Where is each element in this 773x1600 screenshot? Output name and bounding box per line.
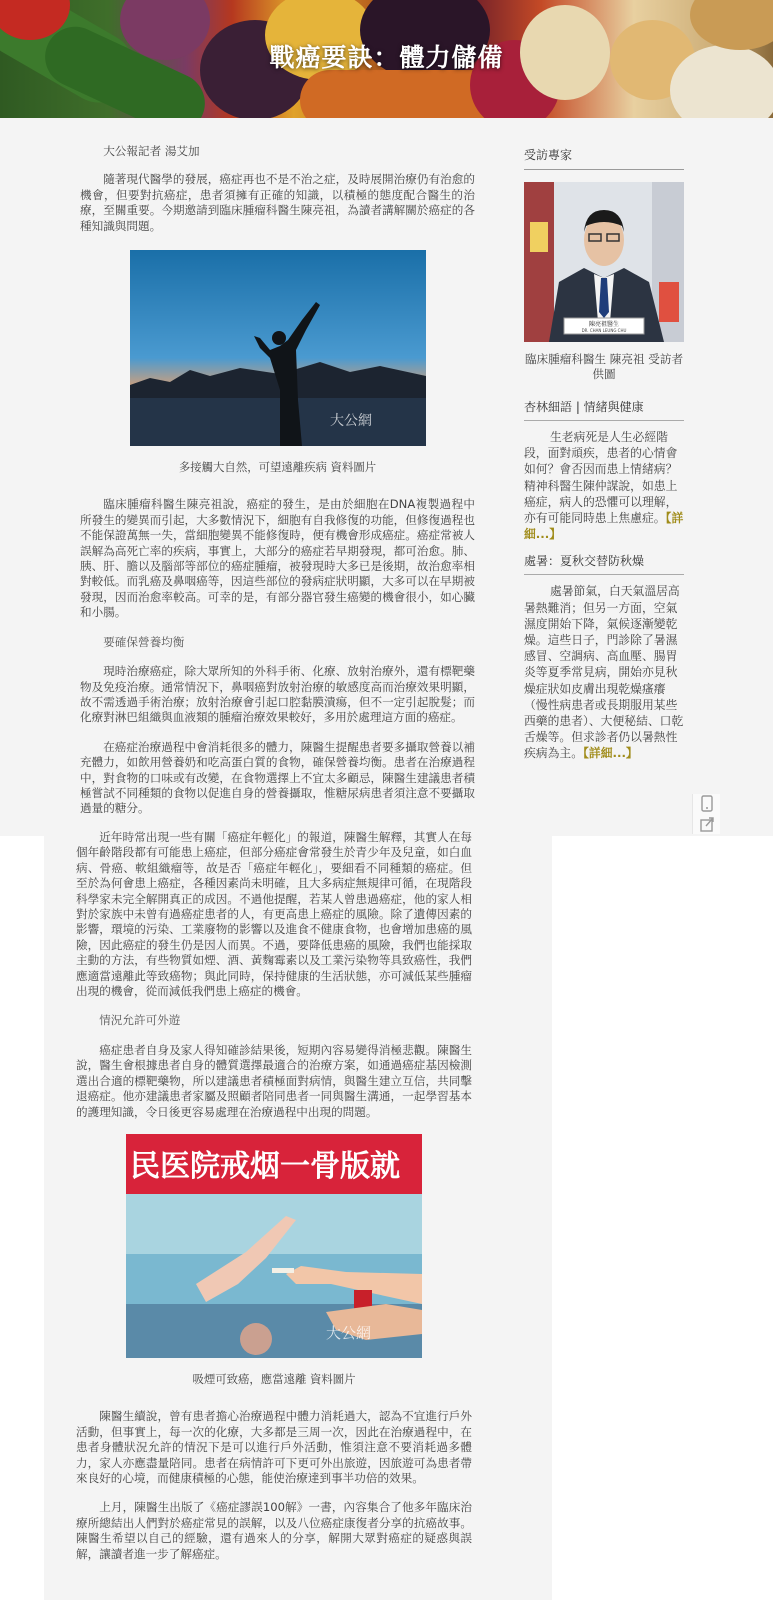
expert-photo: [524, 182, 684, 342]
sidebar: [524, 146, 684, 772]
page-title: 戰癌要訣：體力儲備: [269, 43, 504, 72]
photo-caption: 吸煙可致癌，應當遠離 資料圖片: [192, 1371, 356, 1386]
mobile-icon[interactable]: [693, 794, 721, 814]
summary-text: 處暑節氣，白天氣溫居高暑熱難消；但另一方面，空氣濕度開始下降，氣候逐漸變乾燥。這些日子，門診除了暑濕感冒、空調病、高血壓、腸胃炎等夏季常見病，開始亦見秋燥症狀如皮膚出現乾燥瘙癢（慢性病患者或長期服用某些西藥的患者）、大便秘結、口乾舌燥等。但求診者仍以暑熱性疾病為主。: [524, 584, 684, 761]
read-more-link[interactable]: 【詳細...】: [583, 746, 638, 761]
related-article-title[interactable]: 處暑：夏秋交替防秋燥: [524, 552, 684, 575]
paragraph: 陳醫生續說，曾有患者擔心治療過程中體力消耗過大，認為不宜進行戶外活動，但事實上，每一次的化療，大多都是三周一次，因此在治療過程中，在患者身體狀況允許的情況下是可以進行戶外活動，惟須注意不要消耗過多體力，家人亦應盡量陪同。患者在病情許可下更可外出旅遊，因旅遊可為患者帶來良好的心境，而健康積極的心態，能使治療達到事半功倍的效果。: [76, 1409, 472, 1485]
read-more-link[interactable]: 【詳細...】: [524, 511, 684, 542]
paragraph: 臨床腫瘤科醫生陳亮祖說，癌症的發生，是由於細胞在DNA複製過程中所發生的變異而引起，大多數情況下，細胞有自我修復的功能，但修復過程也不能保證萬無一失，當細胞變異不能修復時，便有機會形成癌症。癌症常被人誤解為高死亡率的疾病，事實上，大部分的癌症若早期發現，都可治愈。肺、胰、肝、膽以及腦部等部位的癌症腫瘤，被發現時大多已是後期，故治愈率相對較低。而乳癌及鼻咽癌等，因這些部位的發病症狀明顯，大多可以在早期被發現，因而治愈率較高。可幸的是，有部分器官發生癌變的機會很小，如心臟和小腸。: [80, 497, 475, 620]
nameplate-text-en: DR. CHAN LEUNG CHU: [581, 328, 627, 333]
photo-banner-text: 民医院戒烟一骨版就: [130, 1148, 400, 1184]
paragraph: 近年時常出現一些有關「癌症年輕化」的報道，陳醫生解釋，其實人在每個年齡階段都有可能患上癌症，但部分癌症會常發生於青少年及兒童，如白血病、骨癌、軟組織瘤等，故是否「癌症年輕化」，要細看不同種類的癌症。但至於為何會患上癌症，各種因素尚未明確，且大多病症無規律可循，在現階段科學家未完全解開真正的成因。不過他提醒，若某人曾患過癌症，他的家人相對於家族中未曾有過癌症患者的人，有更高患上癌症的風險。除了遺傳因素的影響，環境的污染、工業廢物的影響以及進食不健康食物，也會增加患癌的風險，因此癌症的發生仍是因人而異。不過，要降低患癌的風險，我們也能採取主動的方法，有些物質如煙、酒、黃麴霉素以及工業污染物等具致癌性，我們應適當遠離此等致癌物；與此同時，保持健康的生活狀態，亦可減低某些腫瘤出現的機會，從而減低我們患上癌症的機會。: [76, 830, 472, 999]
share-icon[interactable]: [693, 814, 721, 834]
paragraph: 在癌症治療過程中會消耗很多的體力，陳醫生提醒患者要多攝取營養以補充體力，如飲用營養奶和吃高蛋白質的食物，確保營養均衡。患者在治療過程中，對食物的口味或有改變，在食物選擇上不宜太多顧忌，陳醫生建議患者積極嘗試不同種類的食物以促進自身的營養攝取，惟糖尿病患者須注意不要攝取過量的糖分。: [80, 739, 475, 816]
related-article-title[interactable]: 杏林細語 | 情緒與健康: [524, 398, 684, 421]
photo-caption: 多接觸大自然，可望遠離疾病 資料圖片: [178, 460, 377, 475]
floating-toolbar: [692, 794, 720, 834]
related-article-summary: [524, 583, 684, 761]
smoking-photo: [126, 1134, 422, 1358]
paragraph: 癌症患者自身及家人得知確診結果後，短期內容易變得消極悲觀。陳醫生說，醫生會根據患者自身的體質選擇最適合的治療方案，如通過癌症基因檢測選出合適的標靶藥物，所以建議患者積極面對病情，與醫生建立互信，共同擊退癌症。他亦建議患者家屬及照顧者陪同患者一同與醫生溝通，一起學習基本的護理知識，令日後更容易處理在治療過程中出現的問題。: [76, 1042, 472, 1119]
header-banner: [0, 0, 773, 118]
summary-text: 生老病死是人生必經階段，面對頑疾，患者的心情會如何？會否因而患上情緒病？精神科醫生陳仲謀說，如患上癌症，病人的恐懼可以理解，亦有可能同時患上焦慮症。: [524, 430, 678, 526]
article-top: [80, 144, 475, 831]
subheading: 情況允許可外遊: [99, 1013, 181, 1028]
paragraph: 現時治療癌症，除大眾所知的外科手術、化療、放射治療外，還有標靶藥物及免疫治療。通常情況下，鼻咽癌對放射治療的敏感度高而治療效果明顯，故不需透過手術治療；放射治療會引起口腔黏膜潰瘍，但不一定引起脫髮；而化療對淋巴組織與血液類的腫瘤治療效果較好，多用於處理這方面的癌症。: [80, 664, 475, 725]
expert-heading: 受訪專家: [524, 146, 684, 170]
subheading: 要確保營養均衡: [103, 634, 185, 649]
related-article-summary: [524, 429, 684, 542]
byline: 大公報記者 湯艾加: [103, 144, 200, 158]
paragraph: 上月，陳醫生出版了《癌症謬誤100解》一書，內容集合了他多年臨床治療所總結出人們對於癌症常見的誤解，以及八位癌症康復者分享的抗癌故事。陳醫生希望以自己的經驗，還有過來人的分享，解開大眾對癌症的疑惑與誤解，讓讀者進一步了解癌症。: [76, 1500, 472, 1561]
nature-photo: [130, 250, 426, 446]
photo-watermark: 大公網: [329, 413, 372, 430]
nameplate-text: 陳亮祖醫生: [588, 321, 620, 328]
expert-caption: 臨床腫瘤科醫生 陳亮祖 受訪者供圖: [524, 352, 684, 381]
photo-watermark: 大公網: [326, 1323, 372, 1342]
article-bottom: [76, 830, 472, 1576]
intro-paragraph: 隨著現代醫學的發展，癌症再也不是不治之症，及時展開治療仍有治愈的機會，但要對抗癌症，患者須擁有正確的知識，以積極的態度配合醫生的治療，至關重要。今期邀請到臨床腫瘤科醫生陳亮祖，為讀者講解關於癌症的各種知識與問題。: [80, 172, 475, 233]
